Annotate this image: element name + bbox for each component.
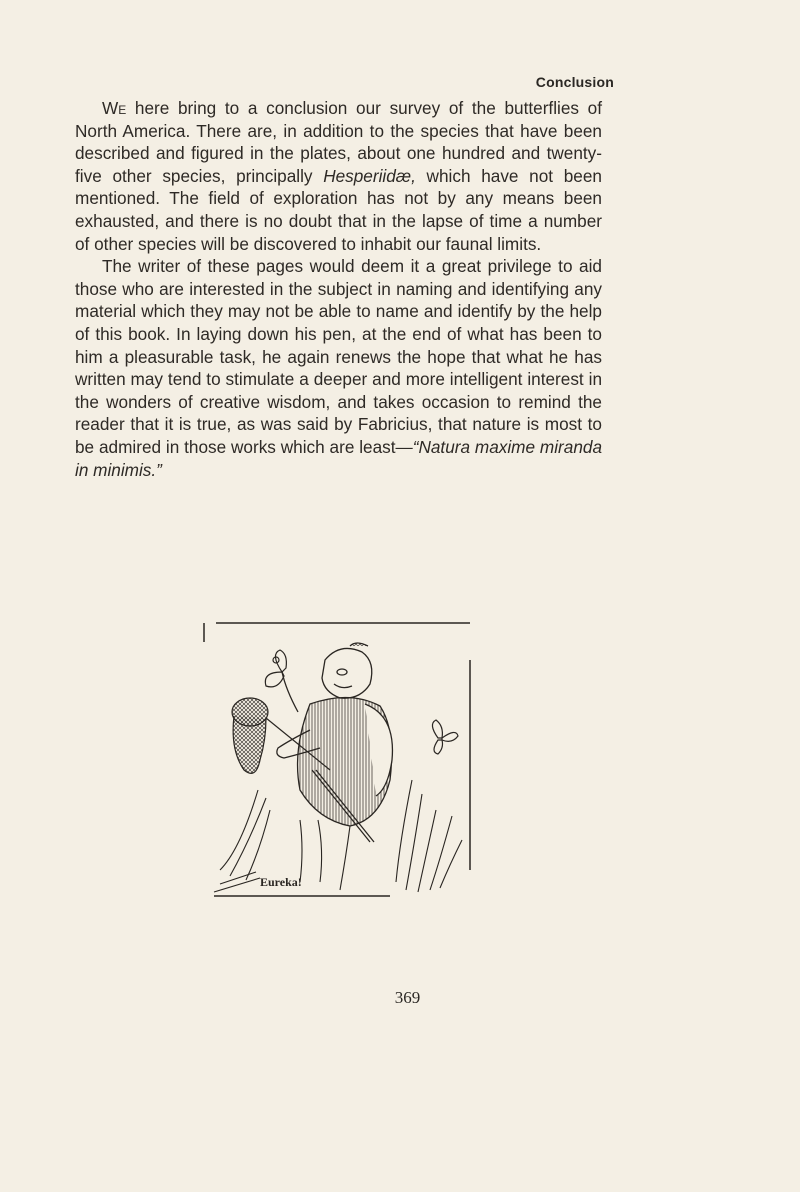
paragraph-1 bbox=[75, 97, 602, 255]
paragraph-1-lead: We bbox=[102, 98, 127, 118]
running-head: Conclusion bbox=[535, 74, 614, 90]
paragraph-1-text-a: here bring to a conclusion our survey of the butterflies of North America. There are, in addition to the species that have been described and figured in the plates, about one hundred and twenty-five other species, principally bbox=[75, 98, 602, 186]
butterfly-collector-illustration bbox=[200, 620, 480, 900]
paragraph-2-text: The writer of these pages would deem it a great privilege to aid those who are interested in the subject in naming and identifying any material which they may not be able to name and identify by the help of this book. In laying down his pen, at the end of what has been to him a pleasurable task, he again renews the hope that what he has written may tend to stimulate a deeper and more intelligent interest in the wonders of creative wisdom, and takes occasion to remind the reader that it is true, as was said by Fabricius, that nature is most to be admired in those works which are least— bbox=[75, 256, 602, 457]
paragraph-2-latin-quote: “Natura maxime miranda in minimis.” bbox=[75, 436, 602, 480]
paragraph-2 bbox=[75, 255, 602, 481]
flying-butterfly-icon bbox=[432, 720, 458, 754]
butterfly-icon bbox=[265, 650, 286, 687]
paragraph-1-italic: Hesperiidæ, bbox=[323, 165, 416, 186]
page-number: 369 bbox=[394, 988, 421, 1007]
body-text bbox=[75, 97, 602, 481]
collector-figure-icon bbox=[277, 643, 393, 842]
illustration-caption: Eureka! bbox=[260, 875, 302, 889]
paragraph-1-text-b: which have not been mentioned. The field of exploration has not by any means been exhausted, and there is no doubt that in the lapse of time a number of other species will be discovered to inhabit our faunal limits. bbox=[75, 165, 602, 254]
